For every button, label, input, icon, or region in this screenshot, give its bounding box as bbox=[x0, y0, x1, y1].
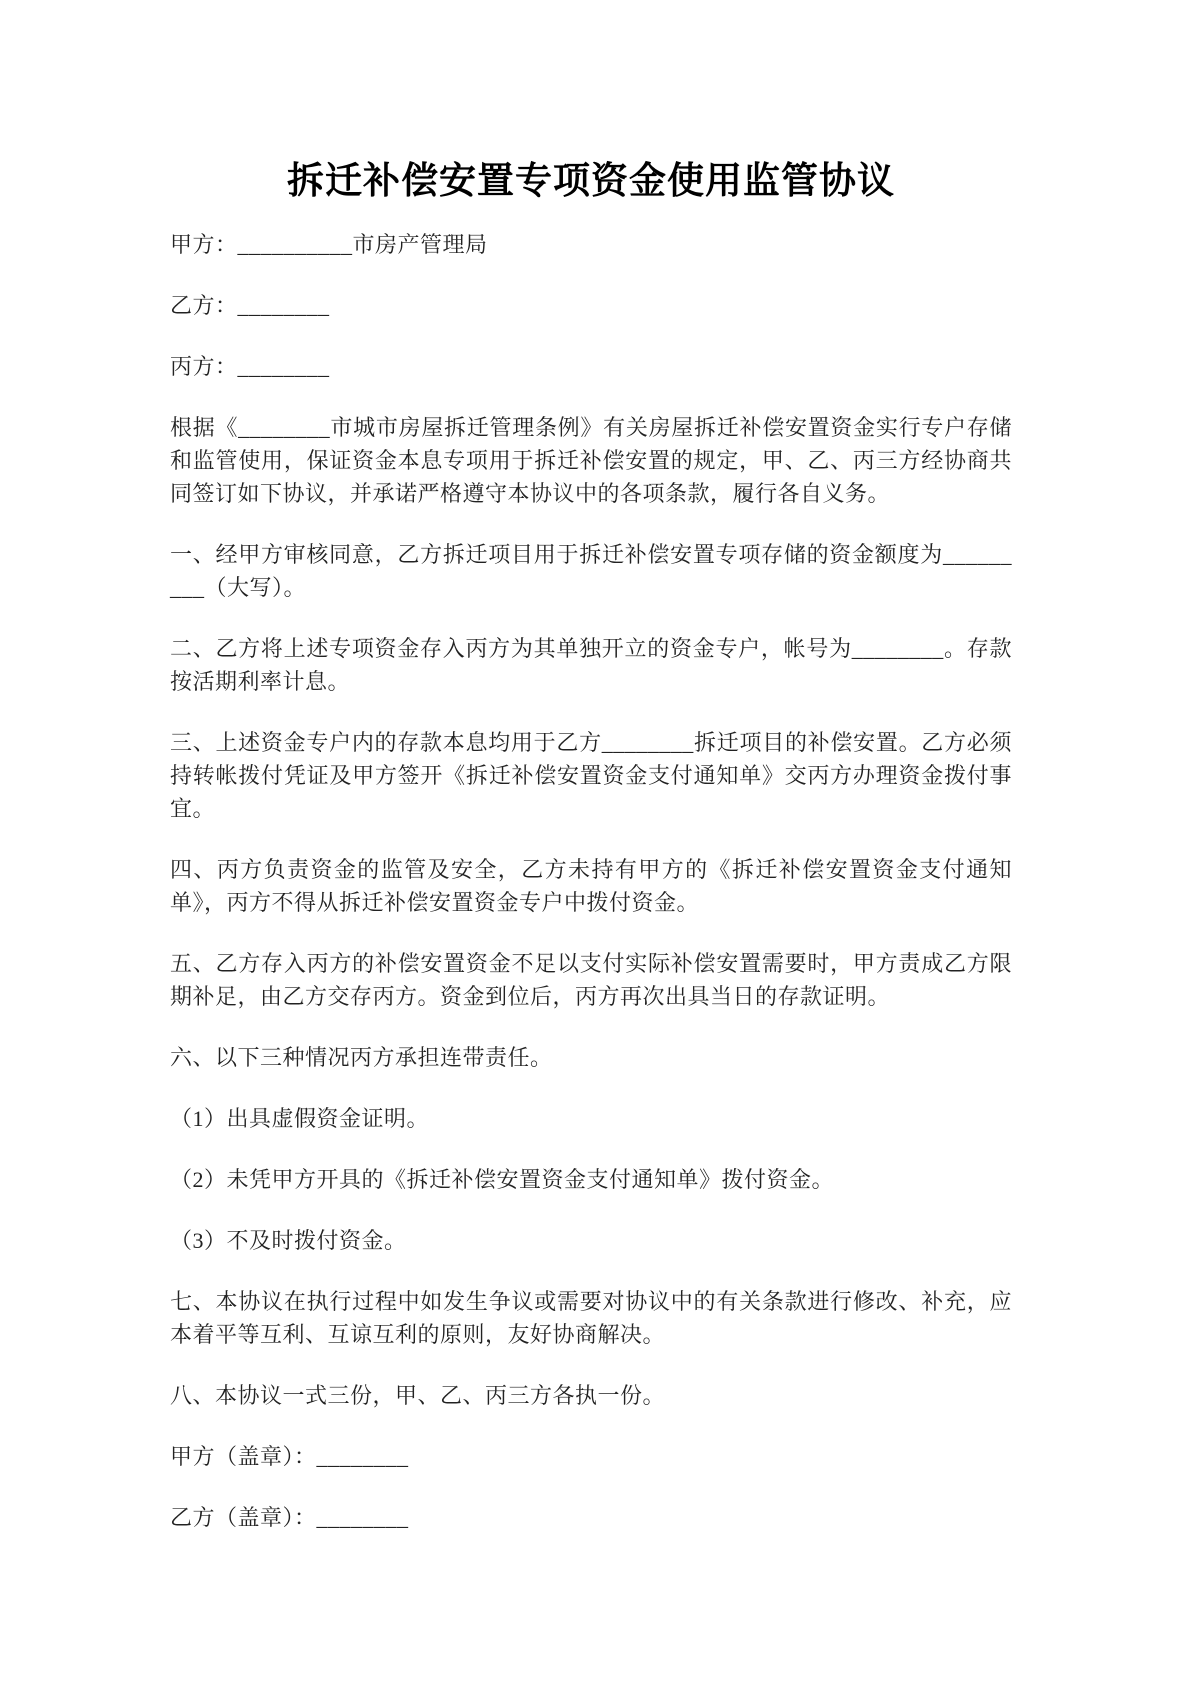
clause-6: 六、以下三种情况丙方承担连带责任。 bbox=[170, 1045, 553, 1070]
party-b-line: 乙方：________ bbox=[170, 293, 330, 318]
clause-4: 四、丙方负责资金的监管及安全，乙方未持有甲方的《拆迁补偿安置资金支付通知单》，丙方不得从拆迁补偿安置资金专户中拨付资金。 bbox=[170, 857, 1012, 915]
clause-6-item-2: （2）未凭甲方开具的《拆迁补偿安置资金支付通知单》拨付资金。 bbox=[170, 1167, 835, 1192]
party-c-line: 丙方：________ bbox=[170, 354, 330, 379]
party-a-line: 甲方：__________市房产管理局 bbox=[170, 232, 488, 257]
clause-3: 三、上述资金专户内的存款本息均用于乙方________拆迁项目的补偿安置。乙方必须持转帐拨付凭证及甲方签开《拆迁补偿安置资金支付通知单》交丙方办理资金拨付事宜。 bbox=[170, 730, 1012, 821]
clause-6-item-3: （3）不及时拨付资金。 bbox=[170, 1228, 407, 1253]
clause-7: 七、本协议在执行过程中如发生争议或需要对协议中的有关条款进行修改、补充，应本着平等互利、互谅互利的原则，友好协商解决。 bbox=[170, 1289, 1012, 1347]
signature-party-a: 甲方（盖章）：________ bbox=[170, 1444, 409, 1469]
clause-2: 二、乙方将上述专项资金存入丙方为其单独开立的资金专户，帐号为________。存款按活期利率计息。 bbox=[170, 636, 1012, 694]
preamble: 根据《________市城市房屋拆迁管理条例》有关房屋拆迁补偿安置资金实行专户存储和监管使用，保证资金本息专项用于拆迁补偿安置的规定，甲、乙、丙三方经协商共同签订如下协议，并承诺严格遵守本协议中的各项条款，履行各自义务。 bbox=[170, 415, 1012, 506]
signature-party-b: 乙方（盖章）：________ bbox=[170, 1505, 409, 1530]
clause-5: 五、乙方存入丙方的补偿安置资金不足以支付实际补偿安置需要时，甲方责成乙方限期补足，由乙方交存丙方。资金到位后，丙方再次出具当日的存款证明。 bbox=[170, 951, 1012, 1009]
clause-6-item-1: （1）出具虚假资金证明。 bbox=[170, 1106, 430, 1131]
contract-title: 拆迁补偿安置专项资金使用监管协议 bbox=[287, 161, 895, 202]
clause-1: 一、经甲方审核同意，乙方拆迁项目用于拆迁补偿安置专项存储的资金额度为_________（大写）。 bbox=[170, 542, 1012, 600]
clause-8: 八、本协议一式三份，甲、乙、丙三方各执一份。 bbox=[170, 1383, 666, 1408]
